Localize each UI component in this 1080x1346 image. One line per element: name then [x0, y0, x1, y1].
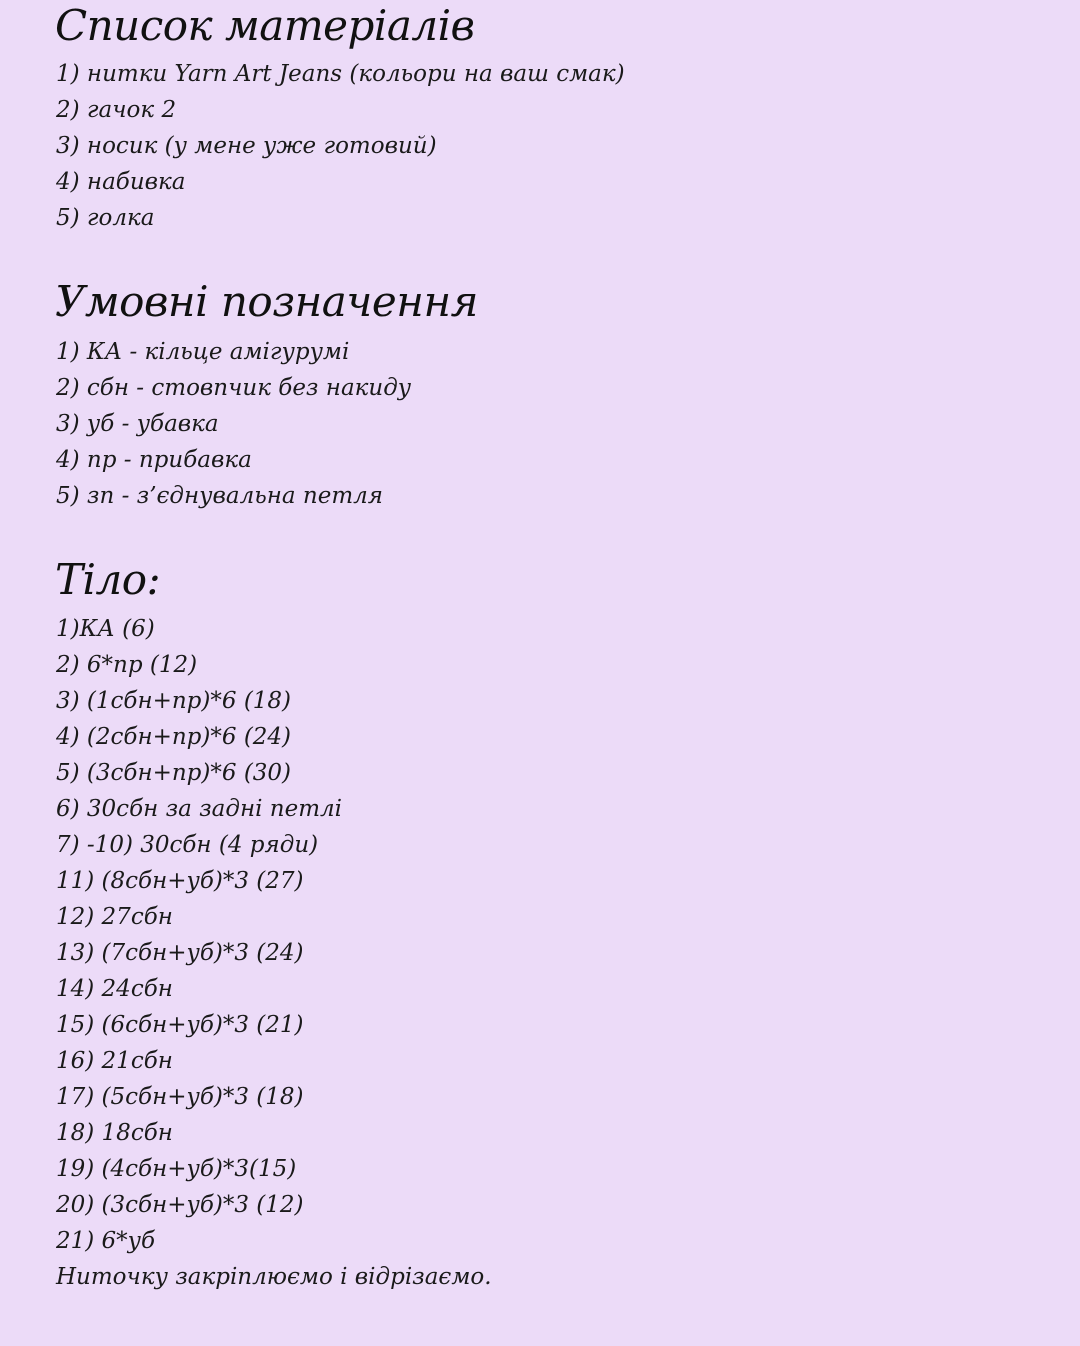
materials-heading: Список матеріалів [55, 1, 475, 50]
legend-heading: Умовні позначення [55, 277, 478, 326]
body-rows-list [56, 611, 342, 1259]
body-row: 5) (3сбн+пр)*6 (30) [56, 760, 292, 786]
body-row: 4) (2сбн+пр)*6 (24) [56, 724, 292, 750]
legend-item: 4) пр - прибавка [56, 447, 252, 473]
body-row: 1)КА (6) [56, 616, 155, 642]
body-row: 11) (8сбн+уб)*3 (27) [56, 868, 304, 894]
body-heading: Тіло: [55, 555, 161, 604]
body-row: 7) -10) 30сбн (4 ряди) [56, 832, 319, 858]
body-row: 16) 21сбн [56, 1048, 173, 1074]
body-row: 13) (7сбн+уб)*3 (24) [56, 940, 304, 966]
materials-list [56, 56, 625, 236]
materials-item: 4) набивка [56, 169, 186, 195]
legend-list [56, 334, 411, 514]
body-row: 12) 27сбн [56, 904, 173, 930]
body-row: 20) (3сбн+уб)*3 (12) [56, 1192, 304, 1218]
body-row: 21) 6*уб [56, 1228, 156, 1254]
closing-note: Ниточку закріплюємо і відрізаємо. [56, 1264, 492, 1290]
legend-item: 5) зп - з’єднувальна петля [56, 483, 384, 509]
legend-item: 3) уб - убавка [56, 411, 219, 437]
materials-item: 2) гачок 2 [56, 97, 177, 123]
body-row: 6) 30сбн за задні петлі [56, 796, 343, 822]
body-row: 15) (6сбн+уб)*3 (21) [56, 1012, 304, 1038]
legend-item: 1) КА - кільце амігурумі [56, 339, 350, 365]
body-row: 19) (4сбн+уб)*3(15) [56, 1156, 297, 1182]
body-row: 18) 18сбн [56, 1120, 173, 1146]
body-row: 3) (1сбн+пр)*6 (18) [56, 688, 292, 714]
body-row: 17) (5сбн+уб)*3 (18) [56, 1084, 304, 1110]
materials-item: 1) нитки Yarn Art Jeans (кольори на ваш смак) [56, 61, 625, 87]
legend-item: 2) сбн - стовпчик без накиду [56, 375, 412, 401]
materials-item: 3) носик (у мене уже готовий) [56, 133, 437, 159]
body-row: 2) 6*пр (12) [56, 652, 198, 678]
body-row: 14) 24сбн [56, 976, 173, 1002]
materials-item: 5) голка [56, 205, 155, 231]
